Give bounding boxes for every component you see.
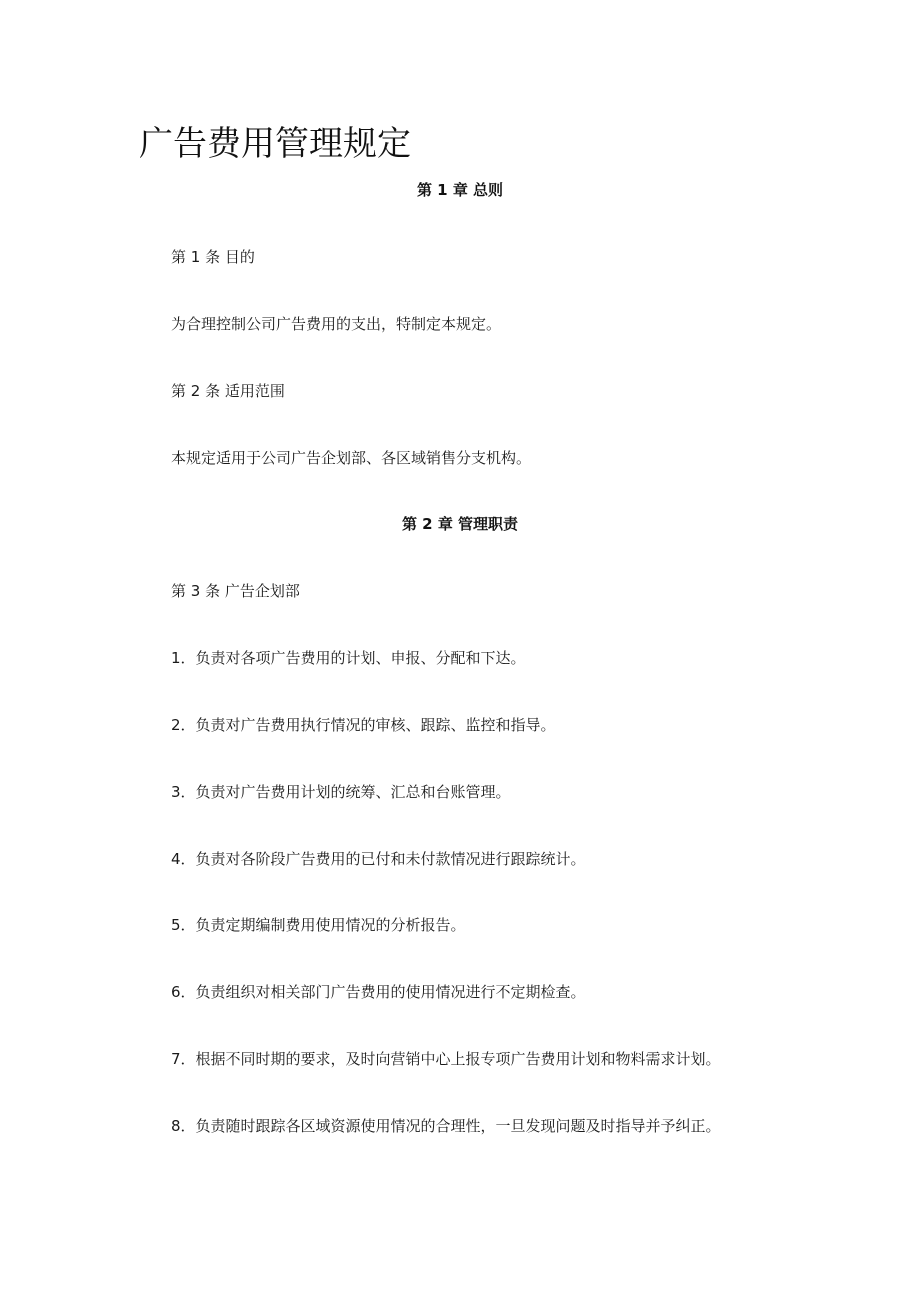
article-2-heading: 第 2 条 适用范围 xyxy=(171,382,285,400)
chapter-2-heading: 第 2 章 管理职责 xyxy=(401,515,519,533)
article-3-heading: 第 3 条 广告企划部 xyxy=(171,582,300,600)
article-1-body: 为合理控制公司广告费用的支出，特制定本规定。 xyxy=(171,315,502,333)
article-2-body: 本规定适用于公司广告企划部、各区域销售分支机构。 xyxy=(171,449,532,467)
list-item-7: 7．根据不同时期的要求，及时向营销中心上报专项广告费用计划和物料需求计划。 xyxy=(171,1050,721,1068)
list-item-4: 4．负责对各阶段广告费用的已付和未付款情况进行跟踪统计。 xyxy=(171,850,586,868)
list-item-8: 8．负责随时跟踪各区域资源使用情况的合理性，一旦发现问题及时指导并予纠正。 xyxy=(171,1117,721,1135)
document-title: 广告费用管理规定 xyxy=(139,124,411,164)
list-item-2: 2．负责对广告费用执行情况的审核、跟踪、监控和指导。 xyxy=(171,716,556,734)
list-item-1: 1．负责对各项广告费用的计划、申报、分配和下达。 xyxy=(171,649,526,667)
article-1-heading: 第 1 条 目的 xyxy=(171,248,255,266)
list-item-5: 5．负责定期编制费用使用情况的分析报告。 xyxy=(171,916,466,934)
list-item-3: 3．负责对广告费用计划的统筹、汇总和台账管理。 xyxy=(171,783,511,801)
chapter-1-heading: 第 1 章 总则 xyxy=(416,181,504,199)
list-item-6: 6．负责组织对相关部门广告费用的使用情况进行不定期检查。 xyxy=(171,983,586,1001)
